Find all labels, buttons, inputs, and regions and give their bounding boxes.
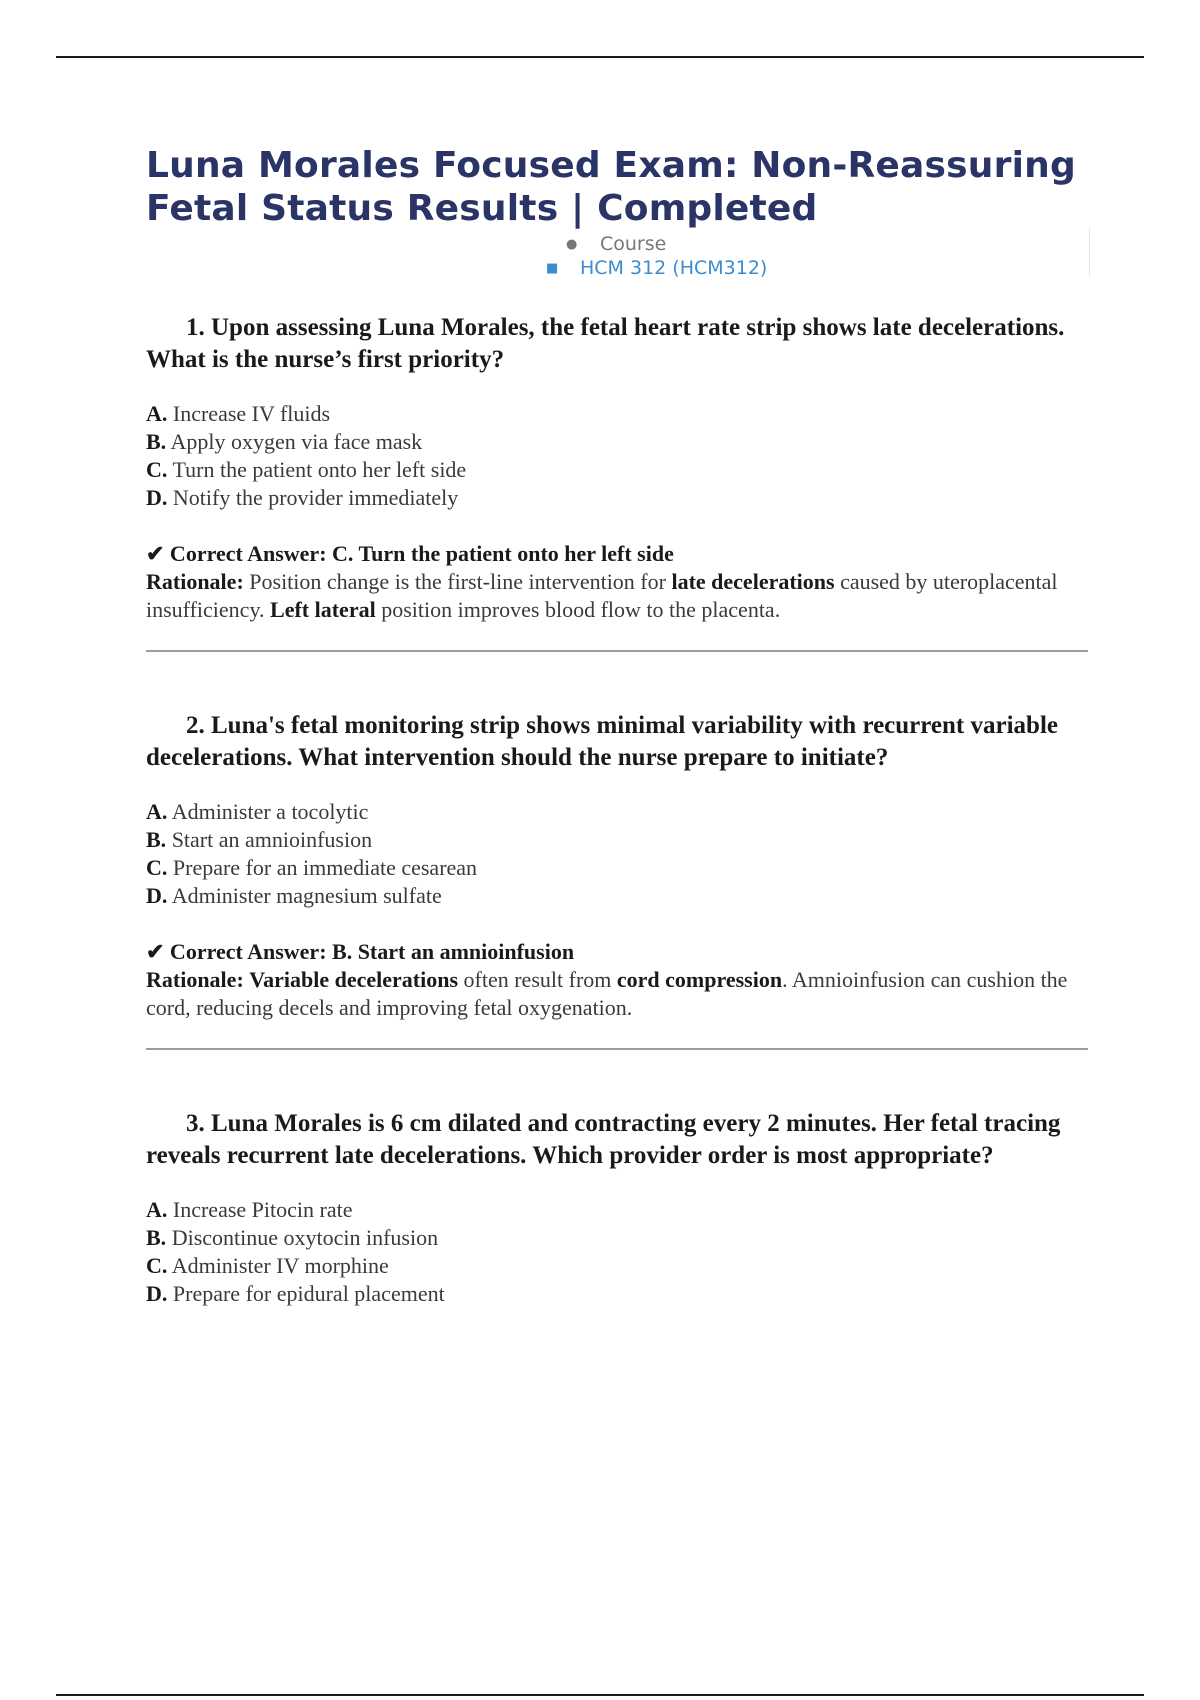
rationale — [146, 966, 1088, 1022]
options-list — [146, 1196, 1088, 1308]
section-divider — [146, 650, 1088, 652]
question-number: 3. — [186, 1110, 205, 1137]
option-d: D. Notify the provider immediately — [146, 485, 459, 510]
question-text — [146, 312, 1088, 376]
correct-answer: ✔ Correct Answer: B. Start an amnioinfusion — [146, 939, 575, 964]
option-a: A. Administer a tocolytic — [146, 799, 369, 824]
top-rule — [56, 56, 1144, 58]
option-b: B. Start an amnioinfusion — [146, 827, 373, 852]
question-number: 1. — [186, 314, 205, 341]
question-prompt: Luna Morales is 6 cm dilated and contracting every 2 minutes. Her fetal tracing reveals recurrent late decelerations. Which provider order is most appropriate? — [146, 1110, 1061, 1169]
rationale-label: Rationale: — [146, 967, 244, 992]
square-bullet-icon: ■ — [546, 261, 559, 276]
page-title: Luna Morales Focused Exam: Non-Reassuring Fetal Status Results | Completed — [146, 145, 1076, 229]
question-3 — [146, 1108, 1088, 1308]
option-a: A. Increase IV fluids — [146, 401, 331, 426]
options-list — [146, 400, 1088, 512]
course-divider — [1089, 228, 1090, 276]
question-number: 2. — [186, 712, 205, 739]
option-d: D. Administer magnesium sulfate — [146, 883, 442, 908]
rationale-label: Rationale: — [146, 569, 244, 594]
question-2 — [146, 710, 1088, 1050]
correct-answer: ✔ Correct Answer: C. Turn the patient onto her left side — [146, 541, 674, 566]
section-divider — [146, 1048, 1088, 1050]
course-label-row — [566, 232, 666, 257]
option-d: D. Prepare for epidural placement — [146, 1281, 445, 1306]
question-prompt: Upon assessing Luna Morales, the fetal heart rate strip shows late decelerations. What is the nurse’s first priority? — [146, 314, 1065, 373]
rationale — [146, 568, 1088, 624]
question-prompt: Luna's fetal monitoring strip shows minimal variability with recurrent variable decelerations. What intervention should the nurse prepare to initiate? — [146, 712, 1058, 771]
option-c: C. Administer IV morphine — [146, 1253, 389, 1278]
rationale-text: Variable decelerations often result from cord compression. Amnioinfusion can cushion the cord, reducing decels and improving fetal oxygenation. — [146, 967, 1068, 1020]
option-b: B. Apply oxygen via face mask — [146, 429, 423, 454]
bottom-rule — [56, 1694, 1144, 1696]
question-text — [146, 710, 1088, 774]
option-a: A. Increase Pitocin rate — [146, 1197, 353, 1222]
options-list — [146, 798, 1088, 910]
document-body — [146, 144, 1088, 1308]
course-label: Course — [600, 233, 667, 255]
bullet-icon: ● — [566, 237, 578, 252]
question-1 — [146, 312, 1088, 652]
course-info — [146, 232, 1088, 282]
question-text — [146, 1108, 1088, 1172]
option-c: C. Turn the patient onto her left side — [146, 457, 467, 482]
rationale-text: Position change is the first-line intervention for late decelerations caused by uteroplacental insufficiency. Left lateral position improves blood flow to the placenta. — [146, 569, 1058, 622]
option-c: C. Prepare for an immediate cesarean — [146, 855, 478, 880]
course-link-row[interactable] — [546, 256, 767, 281]
course-link[interactable]: HCM 312 (HCM312) — [580, 257, 768, 279]
option-b: B. Discontinue oxytocin infusion — [146, 1225, 439, 1250]
